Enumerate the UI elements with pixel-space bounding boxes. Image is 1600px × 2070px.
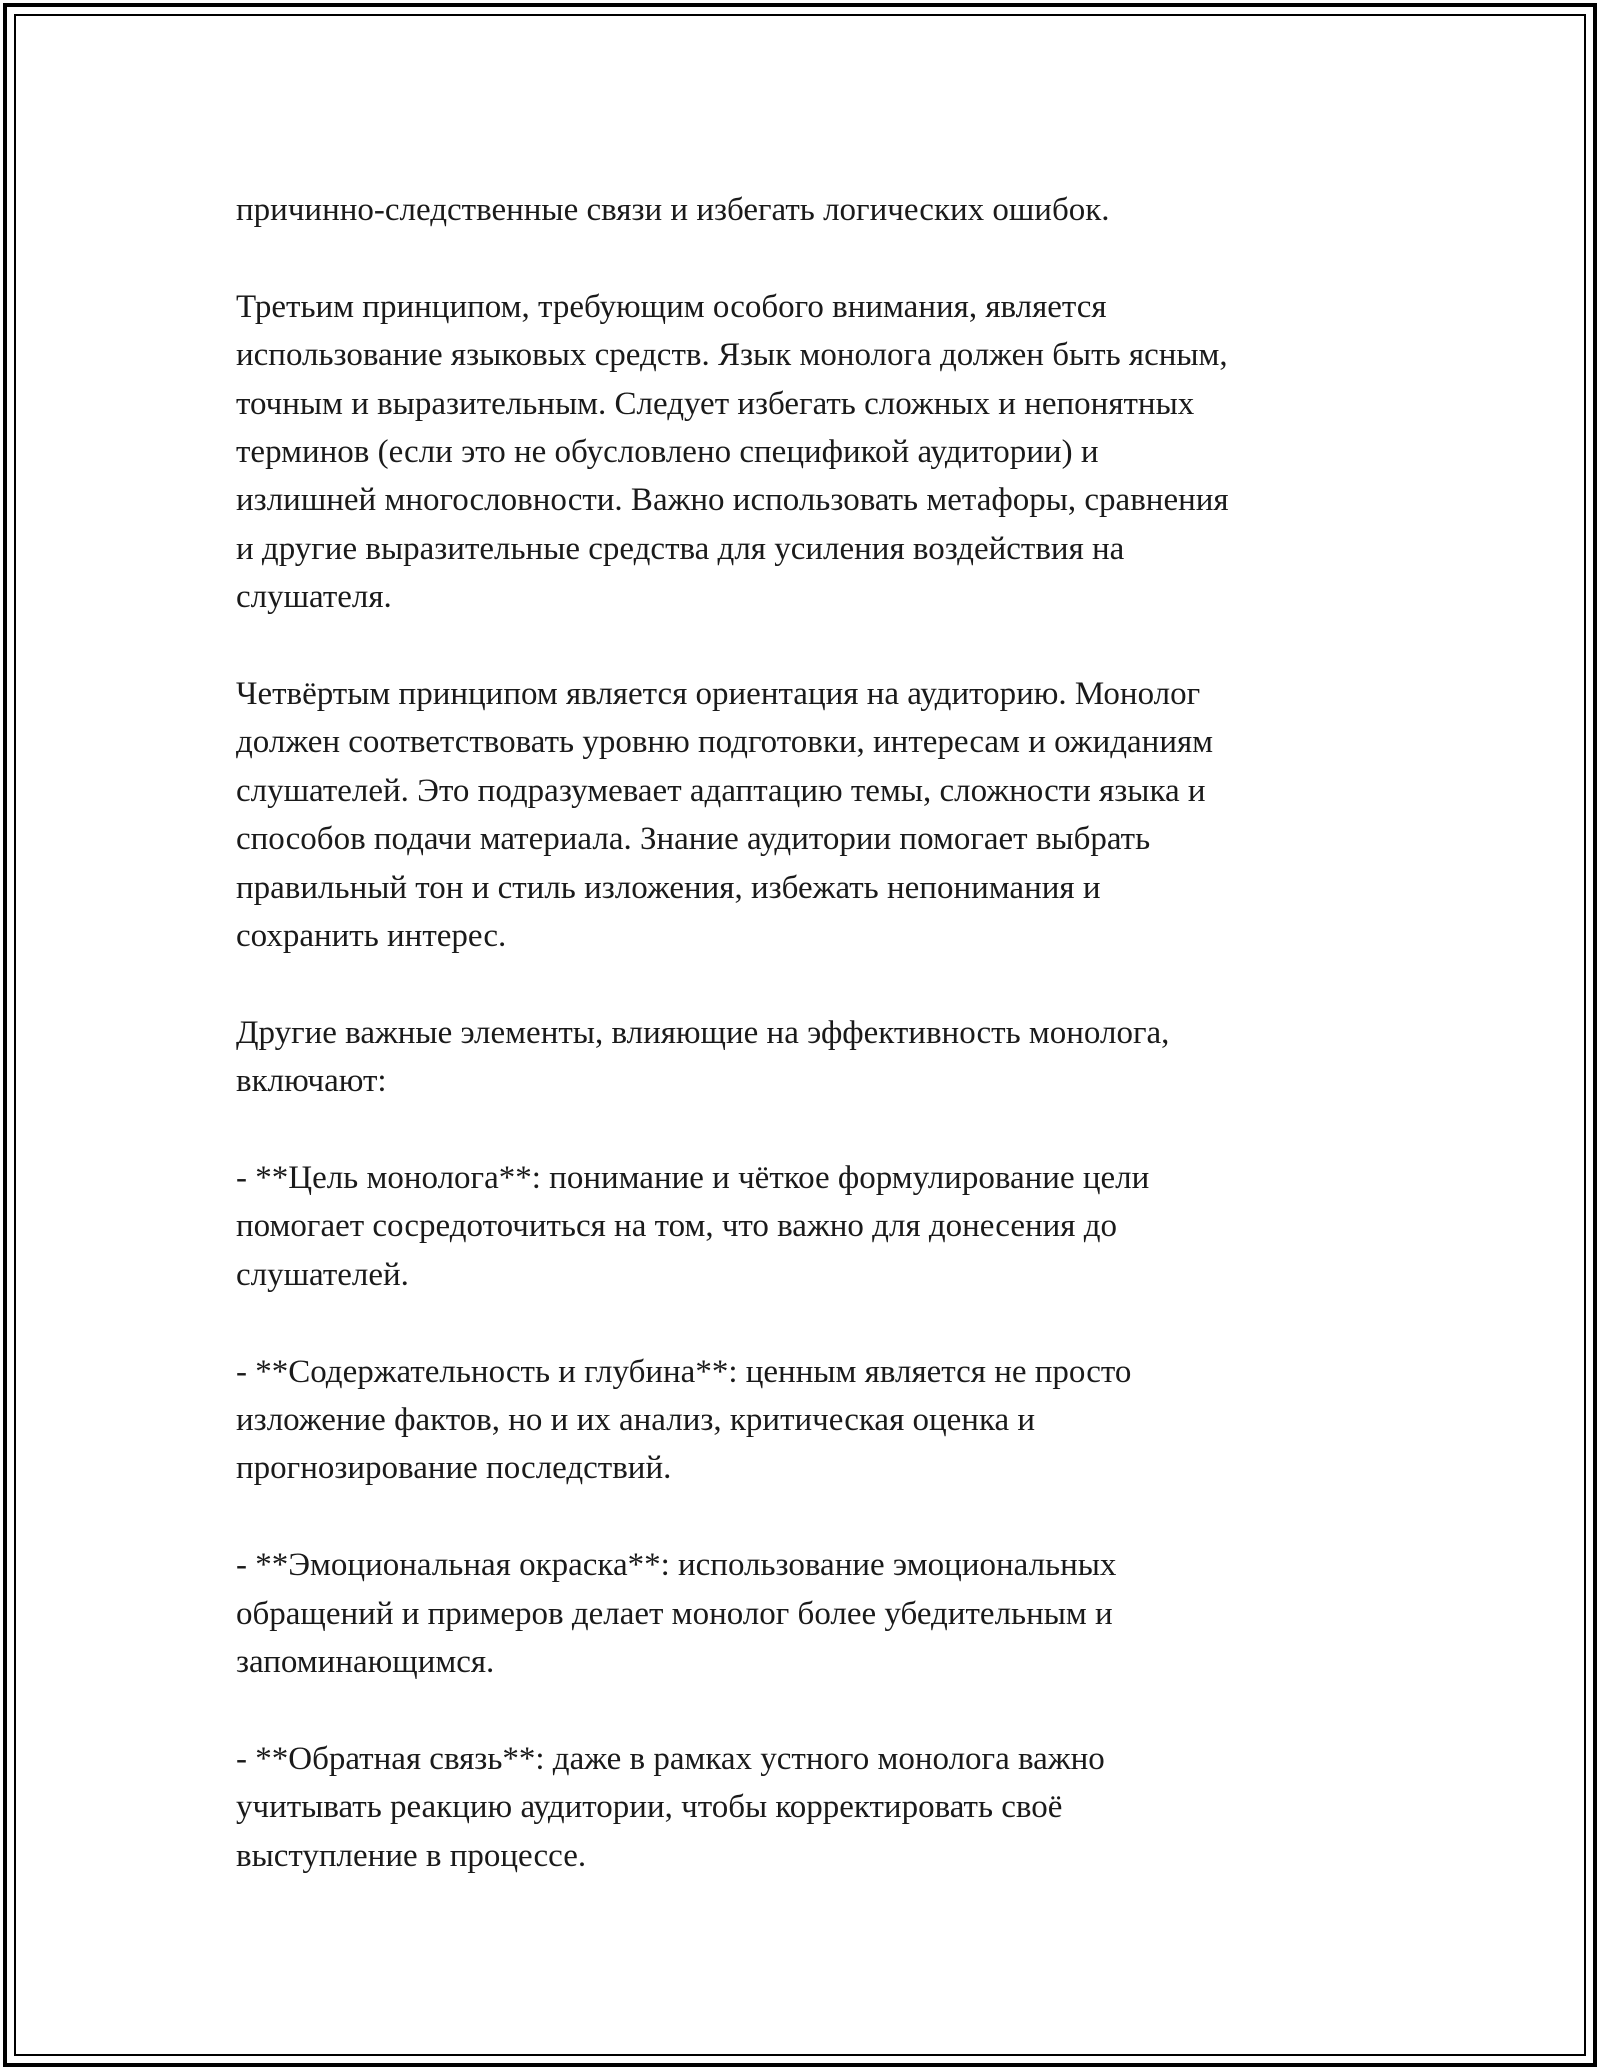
text-line: - **Эмоциональная окраска**: использование эмоциональных xyxy=(236,1547,1117,1584)
list-item-feedback xyxy=(236,1735,1366,1880)
text-line: - **Обратная связь**: даже в рамках устного монолога важно xyxy=(236,1740,1105,1777)
text-line: запоминающимся. xyxy=(236,1644,495,1681)
text-line: помогает сосредоточиться на том, что важно для донесения до xyxy=(236,1208,1118,1245)
text-line: - **Содержательность и глубина**: ценным является не просто xyxy=(236,1353,1132,1390)
text-line: слушателя. xyxy=(236,579,392,616)
text-line: сохранить интерес. xyxy=(236,918,507,955)
paragraph-3 xyxy=(236,670,1366,960)
list-item-depth xyxy=(236,1348,1366,1493)
text-line: Другие важные элементы, влияющие на эффективность монолога, xyxy=(236,1014,1170,1051)
text-line: использование языковых средств. Язык монолога должен быть ясным, xyxy=(236,337,1228,374)
text-line: способов подачи материала. Знание аудитории помогает выбрать xyxy=(236,821,1151,858)
text-line: слушателей. Это подразумевает адаптацию темы, сложности языка и xyxy=(236,772,1206,809)
list-item-goal xyxy=(236,1154,1366,1299)
paragraph-2 xyxy=(236,283,1366,622)
text-line: слушателей. xyxy=(236,1256,409,1293)
text-line: - **Цель монолога**: понимание и чёткое формулирование цели xyxy=(236,1160,1150,1197)
text-line: причинно-следственные связи и избегать логических ошибок. xyxy=(236,192,1110,228)
text-line: выступление в процессе. xyxy=(236,1837,587,1874)
text-line: учитывать реакцию аудитории, чтобы корректировать своё xyxy=(236,1789,1063,1826)
text-line: включают: xyxy=(236,1063,387,1100)
text-line: изложение фактов, но и их анализ, критическая оценка и xyxy=(236,1402,1036,1439)
text-line: Четвёртым принципом является ориентация на аудиторию. Монолог xyxy=(236,676,1201,713)
text-line: терминов (если это не обусловлено спецификой аудитории) и xyxy=(236,434,1099,471)
paragraph-4 xyxy=(236,1009,1366,1106)
list-item-emotion xyxy=(236,1541,1366,1686)
text-line: должен соответствовать уровню подготовки, интересам и ожиданиям xyxy=(236,724,1214,761)
text-line: правильный тон и стиль изложения, избежать непонимания и xyxy=(236,869,1101,906)
text-line: и другие выразительные средства для усиления воздействия на xyxy=(236,530,1125,567)
text-line: Третьим принципом, требующим особого внимания, является xyxy=(236,288,1107,325)
paragraph-1 xyxy=(236,186,1366,234)
text-line: точным и выразительным. Следует избегать сложных и непонятных xyxy=(236,385,1195,422)
text-line: обращений и примеров делает монолог более убедительным и xyxy=(236,1595,1113,1632)
text-line: прогнозирование последствий. xyxy=(236,1450,672,1487)
document-body xyxy=(236,186,1366,1929)
text-line: излишней многословности. Важно использовать метафоры, сравнения xyxy=(236,482,1229,519)
